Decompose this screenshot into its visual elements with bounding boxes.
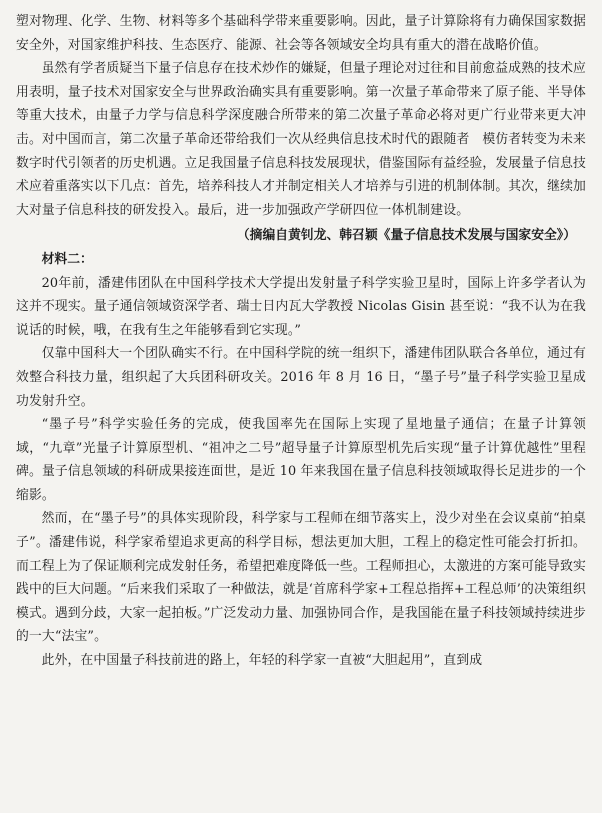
source-citation: （摘编自黄钊龙、韩召颖《量子信息技术发展与国家安全》） [236,228,576,244]
paragraph-young-scientists: 此外，在中国量子科技前进的路上，年轻的科学家一直被“大胆起用”，直到成 [41,653,483,669]
paragraph-team-organization: 仅靠中国科大一个团队确实不行。在中国科学院的统一组织下，潘建伟团队联合各单位，通过有效整合科技力量，组织起了大兵团科研攻关。2016 年 8 月 16 日，“墨子号”量子科学实验卫星成功发射升空。 [16,346,586,409]
paragraph-continuation: 塑对物理、化学、生物、材料等多个基础科学带来重要影响。因此，量子计算除将有力确保国家数据安全外，对国家维护科技、生态医疗、能源、社会等各领域安全均具有重大的潜在战略价值。 [16,14,586,53]
paragraph-quantum-revolution: 虽然有学者质疑当下量子信息存在技术炒作的嫌疑，但量子理论对过往和目前愈益成熟的技术应用表明，量子技术对国家安全与世界政治确实具有重要影响。第一次量子革命带来了原子能、半导体等重大技术，由量子力学与信息科学深度融合所带来的第二次量子革命必将对更广行业带来更大冲击。对中国而言，第二次量子革命还带给我们一次从经典信息技术时代的跟随者 模仿者转变为未来数字时代引领者的历史机遇。立足我国量子信息科技发展现状，借鉴国际有益经验，发展量子信息技术应着重落实以下几点：首先，培养科技人才并制定相关人才培养与引进的机制体制。其次，继续加大对量子信息科技的研发投入。最后，进一步加强政产学研四位一体机制建设。 [16,61,586,218]
section-label-material-two: 材料二： [41,251,93,267]
paragraph-scientists-engineers: 然而，在“墨子号”的具体实现阶段，科学家与工程师在细节落实上，没少对坐在会议桌前“拍桌子”。潘建伟说，科学家希望追求更高的科学目标，想法更加大胆，工程上的稳定性可能会打折扣。而工程上为了保证顺利完成发射任务，希望把难度降低一些。工程师担心，太激进的方案可能导致实践中的巨大问题。“后来我们采取了一种做法，就是‘首席科学家+工程总指挥+工程总师’的决策组织模式。遇到分歧，大家一起拍板。”广泛发动力量、加强协同合作，是我国能在量子科技领域持续进步的一大“法宝”。 [16,511,586,645]
paragraph-satellite-proposal: 20年前，潘建伟团队在中国科学技术大学提出发射量子科学实验卫星时，国际上许多学者认为这并不现实。量子通信领域资深学者、瑞士日内瓦大学教授 Nicolas Gisin 甚至说：“我不认为在我说话的时候，哦，在我有生之年能够看到它实现。” [16,275,586,338]
paragraph-achievements: “墨子号”科学实验任务的完成，使我国率先在国际上实现了星地量子通信；在量子计算领域，“九章”光量子计算原型机、“祖冲之二号”超导量子计算原型机先后实现“量子计算优越性”里程碑。量子信息领域的科研成果接连面世，是近 10 年来我国在量子信息科技领域取得长足进步的一个缩影。 [16,417,586,503]
